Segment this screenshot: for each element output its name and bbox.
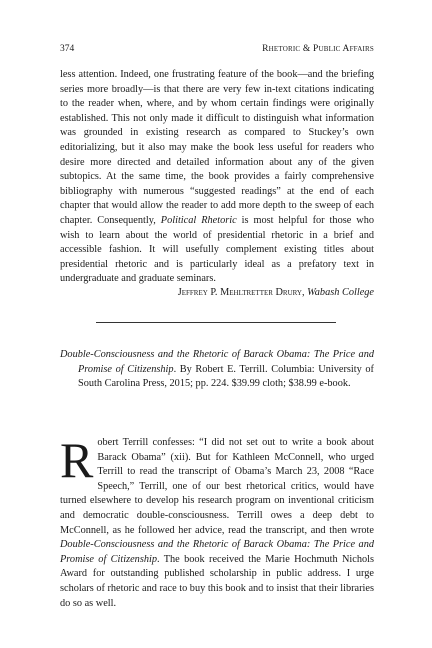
drop-cap: R	[60, 432, 94, 488]
page-header	[60, 42, 374, 56]
page-number: 374	[60, 44, 75, 54]
reviewer-institution: Wabash College	[307, 287, 374, 298]
review-text: obert Terrill confesses: “I did not set out to write a book about Barack Obama” (xii). But for Kathleen McConnell, who urged Terrill to read the transcript of Obama’s March 23, 2008 “Race Speech,” Terrill, one of our best rhetorical critics, would have turned elsewhere to develop his research program on inventional criticism and democratic double-consciousness. Terrill owes a deep debt to McConnell, as he followed her advice, read the transcript, and then wrote	[60, 437, 374, 536]
reviewer-signature	[178, 286, 374, 300]
review-paragraph-1	[60, 68, 374, 287]
section-divider	[96, 322, 336, 323]
signature-separator: ,	[302, 287, 308, 298]
book-title-italic: Double-Consciousness and the Rhetoric of Barack Obama: The Price and Promise of Citizenship	[60, 539, 374, 565]
citation-details: . By Robert E. Terrill. Columbia: University of South Carolina Press, 2015; pp. 224. $39.99 cloth; $38.99 e-book.	[78, 363, 374, 390]
book-title-italic: Political Rhetoric	[160, 214, 237, 226]
reviewer-name: Jeffrey P. Mehltretter Drury	[177, 287, 302, 298]
review-paragraph-2	[60, 432, 375, 611]
review-text: less attention. Indeed, one frustrating feature of the book—and the briefing series more broadly—is that there are very few in-text citations indicating to the reader when, where, and by whom certain findings were originally established. This not only made it difficult to distinguish what information was grounded in existing research as compared to Stuckey’s own editorializing, but it also may make the book less useful for readers who desire more directed and detailed information about any of the given subtopics. At the same time, the book provides a fairly comprehensive bibliography with numerous “suggested readings” at the end of each chapter that would allow the reader to add more depth to the sweep of each chapter. Consequently,	[60, 69, 374, 226]
review-text: . The book received the Marie Hochmuth Nichols Award for outstanding published scholarship in public address. I urge scholars of rhetoric and race to buy this book and to insist that their libraries do so as well.	[60, 553, 375, 609]
book-citation	[60, 348, 374, 392]
running-head: Rhetoric & Public Affairs	[262, 44, 374, 54]
review-text: is most helpful for those who wish to learn about the world of presidential rhetoric in a brief and accessible fashion. It will usefully complement existing titles about presidential rhetoric and is particularly ideal as a prefatory text in undergraduate and graduate seminars.	[60, 214, 374, 285]
citation-title: Double-Consciousness and the Rhetoric of Barack Obama: The Price and Promise of Citizenship	[60, 349, 374, 375]
